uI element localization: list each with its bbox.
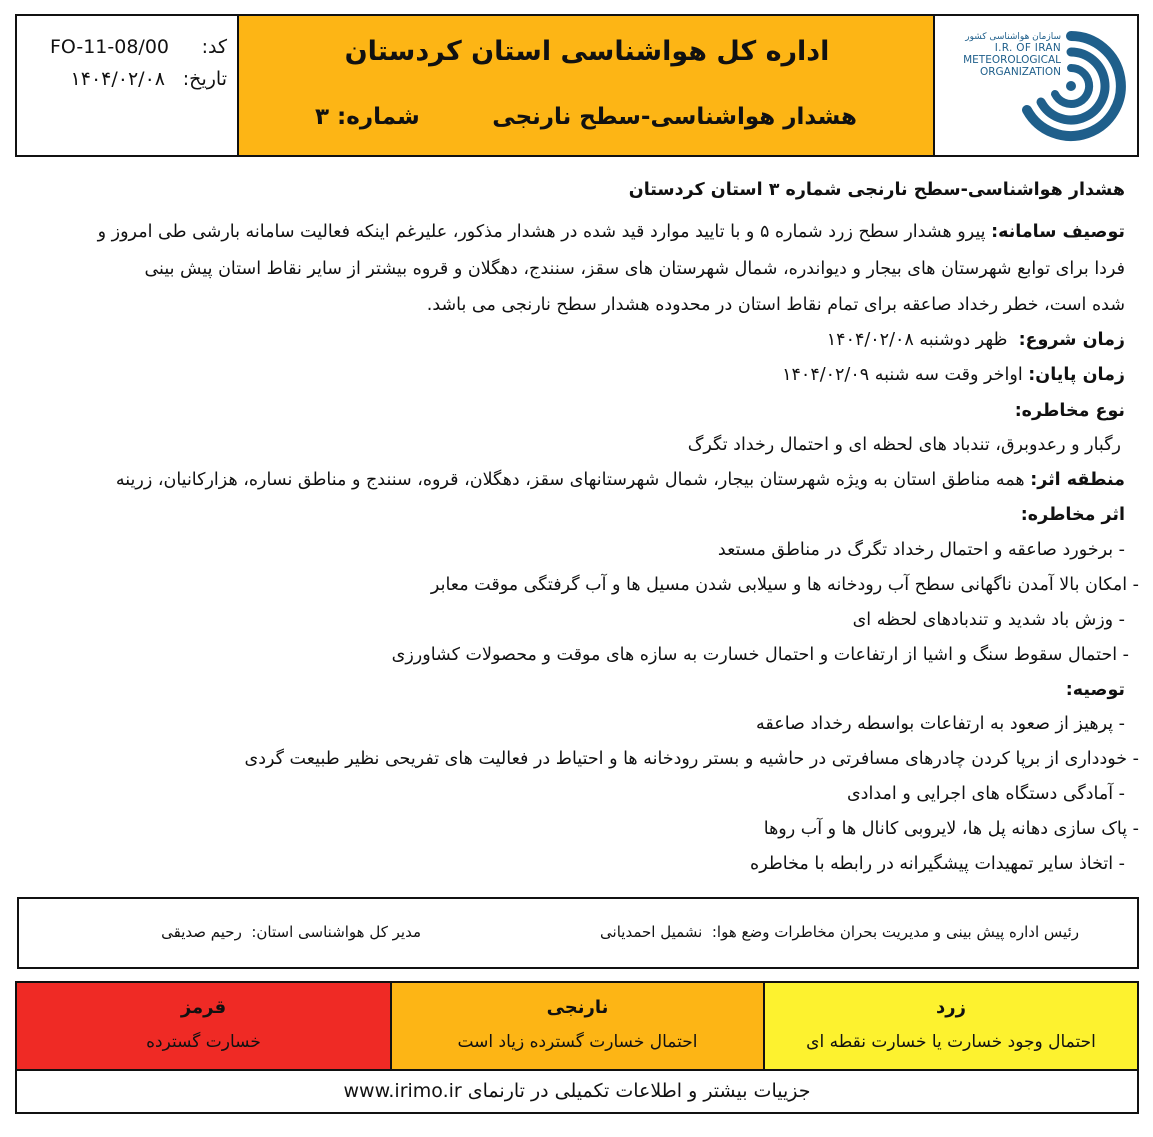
system-description bbox=[25, 214, 1125, 324]
director-label: مدیر کل هواشناسی استان: bbox=[251, 923, 421, 941]
system-line-1 bbox=[25, 214, 1125, 251]
level-orange bbox=[390, 983, 763, 1069]
meta-cell bbox=[17, 16, 237, 155]
org-name: اداره کل هواشناسی استان کردستان bbox=[344, 36, 830, 67]
footer-link-row[interactable]: جزییات بیشتر و اطلاعات تکمیلی در تارنمای www.irimo.ir bbox=[17, 1069, 1137, 1112]
director-signature bbox=[161, 923, 421, 941]
area-label: منطقه اثر: bbox=[1030, 470, 1125, 490]
effect-item: - برخورد صاعقه و احتمال رخداد تگرگ در مناطق مستعد bbox=[717, 540, 1125, 560]
level-name: زرد bbox=[936, 997, 966, 1018]
start-value: ظهر دوشنبه ۱۴۰۴/۰۲/۰۸ bbox=[826, 330, 1008, 350]
effect-item: - احتمال سقوط سنگ و اشیا از ارتفاعات و احتمال خسارت به سازه های موقت و محصولات کشاورزی bbox=[391, 645, 1129, 665]
body-heading: هشدار هواشناسی-سطح نارنجی شماره ۳ استان کردستان bbox=[628, 180, 1125, 200]
level-desc: احتمال خسارت گسترده زیاد است bbox=[457, 1032, 698, 1052]
warning-number: شماره: ۳ bbox=[315, 104, 420, 130]
logo-cell bbox=[933, 16, 1137, 155]
date-label: تاریخ: bbox=[182, 68, 227, 90]
level-name: قرمز bbox=[180, 997, 227, 1018]
forecast-head-label: رئیس اداره پیش بینی و مدیریت بحران مخاطرات وضع هوا: bbox=[711, 923, 1079, 941]
level-yellow bbox=[763, 983, 1137, 1069]
effect-item: - وزش باد شدید و تندبادهای لحظه ای bbox=[852, 610, 1125, 630]
advice-item: - اتخاذ سایر تمهیدات پیشگیرانه در رابطه با مخاطره bbox=[750, 854, 1125, 874]
advice-item: - پاک سازی دهانه پل ها، لایروبی کانال ها و آب روها bbox=[763, 819, 1139, 839]
signature-box bbox=[17, 897, 1139, 969]
effect-item: - امکان بالا آمدن ناگهانی سطح آب رودخانه ها و سیلابی شدن مسیل ها و آب گرفتگی موقت معابر bbox=[430, 575, 1139, 595]
end-label: زمان پایان: bbox=[1028, 365, 1125, 385]
level-desc: خسارت گسترده bbox=[146, 1032, 261, 1052]
warning-levels-table bbox=[15, 981, 1139, 1114]
advice-item: - خودداری از برپا کردن چادرهای مسافرتی در حاشیه و بستر رودخانه ها و احتیاط در فعالیت های تفریحی نظیر طبیعت گردی bbox=[244, 749, 1139, 769]
system-label: توصیف سامانه: bbox=[991, 222, 1125, 242]
end-time-row bbox=[25, 357, 1125, 393]
code-row bbox=[27, 36, 227, 60]
irimo-logo-icon bbox=[1013, 28, 1129, 144]
code-label: کد: bbox=[201, 36, 227, 58]
start-time-row bbox=[25, 322, 1125, 358]
logo-line-2: METEOROLOGICAL bbox=[963, 54, 1061, 66]
end-value: اواخر وقت سه شنبه ۱۴۰۴/۰۲/۰۹ bbox=[782, 365, 1023, 385]
area-row bbox=[25, 462, 1125, 498]
date-value: ۱۴۰۴/۰۲/۰۸ bbox=[70, 68, 165, 90]
title-cell bbox=[237, 16, 935, 155]
level-name: نارنجی bbox=[546, 997, 609, 1018]
warning-title: هشدار هواشناسی-سطح نارنجی bbox=[492, 104, 857, 130]
director-name: رحیم صدیقی bbox=[161, 923, 242, 941]
system-text-1: پیرو هشدار سطح زرد شماره ۵ و با تایید موارد قید شده در هشدار مذکور، علیرغم اینکه فعالیت سامانه بارشی طی امروز و bbox=[97, 222, 986, 242]
area-value: همه مناطق استان به ویژه شهرستان بیجار، شمال شهرستانهای سقز، دهگلان، قروه، سنندج و مناطق نساره، هزارکانیان، زرینه bbox=[115, 470, 1025, 490]
forecast-head-signature bbox=[600, 923, 1079, 941]
start-label: زمان شروع: bbox=[1018, 330, 1125, 350]
advice-label: توصیه: bbox=[1065, 680, 1125, 700]
advice-item: - پرهیز از صعود به ارتفاعات بواسطه رخداد صاعقه bbox=[756, 714, 1125, 734]
logo-line-3: ORGANIZATION bbox=[979, 66, 1061, 78]
forecast-head-name: نشمیل احمدیانی bbox=[600, 923, 703, 941]
level-desc: احتمال وجود خسارت یا خسارت نقطه ای bbox=[806, 1032, 1096, 1052]
hazard-type-value: رگبار و رعدوبرق، تندباد های لحظه ای و احتمال رخداد تگرگ bbox=[687, 435, 1121, 455]
date-row bbox=[27, 68, 227, 92]
code-value: FO-11-08/00 bbox=[49, 36, 169, 58]
system-line-3: شده است، خطر رخداد صاعقه برای تمام نقاط استان در محدوده هشدار سطح نارنجی می باشد. bbox=[426, 295, 1125, 315]
effects-label: اثر مخاطره: bbox=[1020, 505, 1125, 525]
advice-item: - آمادگی دستگاه های اجرایی و امدادی bbox=[846, 784, 1125, 804]
level-red bbox=[17, 983, 390, 1069]
header-table bbox=[15, 14, 1139, 157]
logo-line-1: I.R. OF IRAN bbox=[994, 42, 1061, 54]
system-line-2: فردا برای توابع شهرستان های بیجار و دیواندره، شمال شهرستان های سقز، سنندج، دهگلان و قروه بیشتر از سایر نقاط استان پیش بینی bbox=[144, 258, 1125, 279]
hazard-type-label: نوع مخاطره: bbox=[1014, 401, 1125, 421]
logo-line-fa: سازمان هواشناسی کشور bbox=[965, 32, 1061, 42]
